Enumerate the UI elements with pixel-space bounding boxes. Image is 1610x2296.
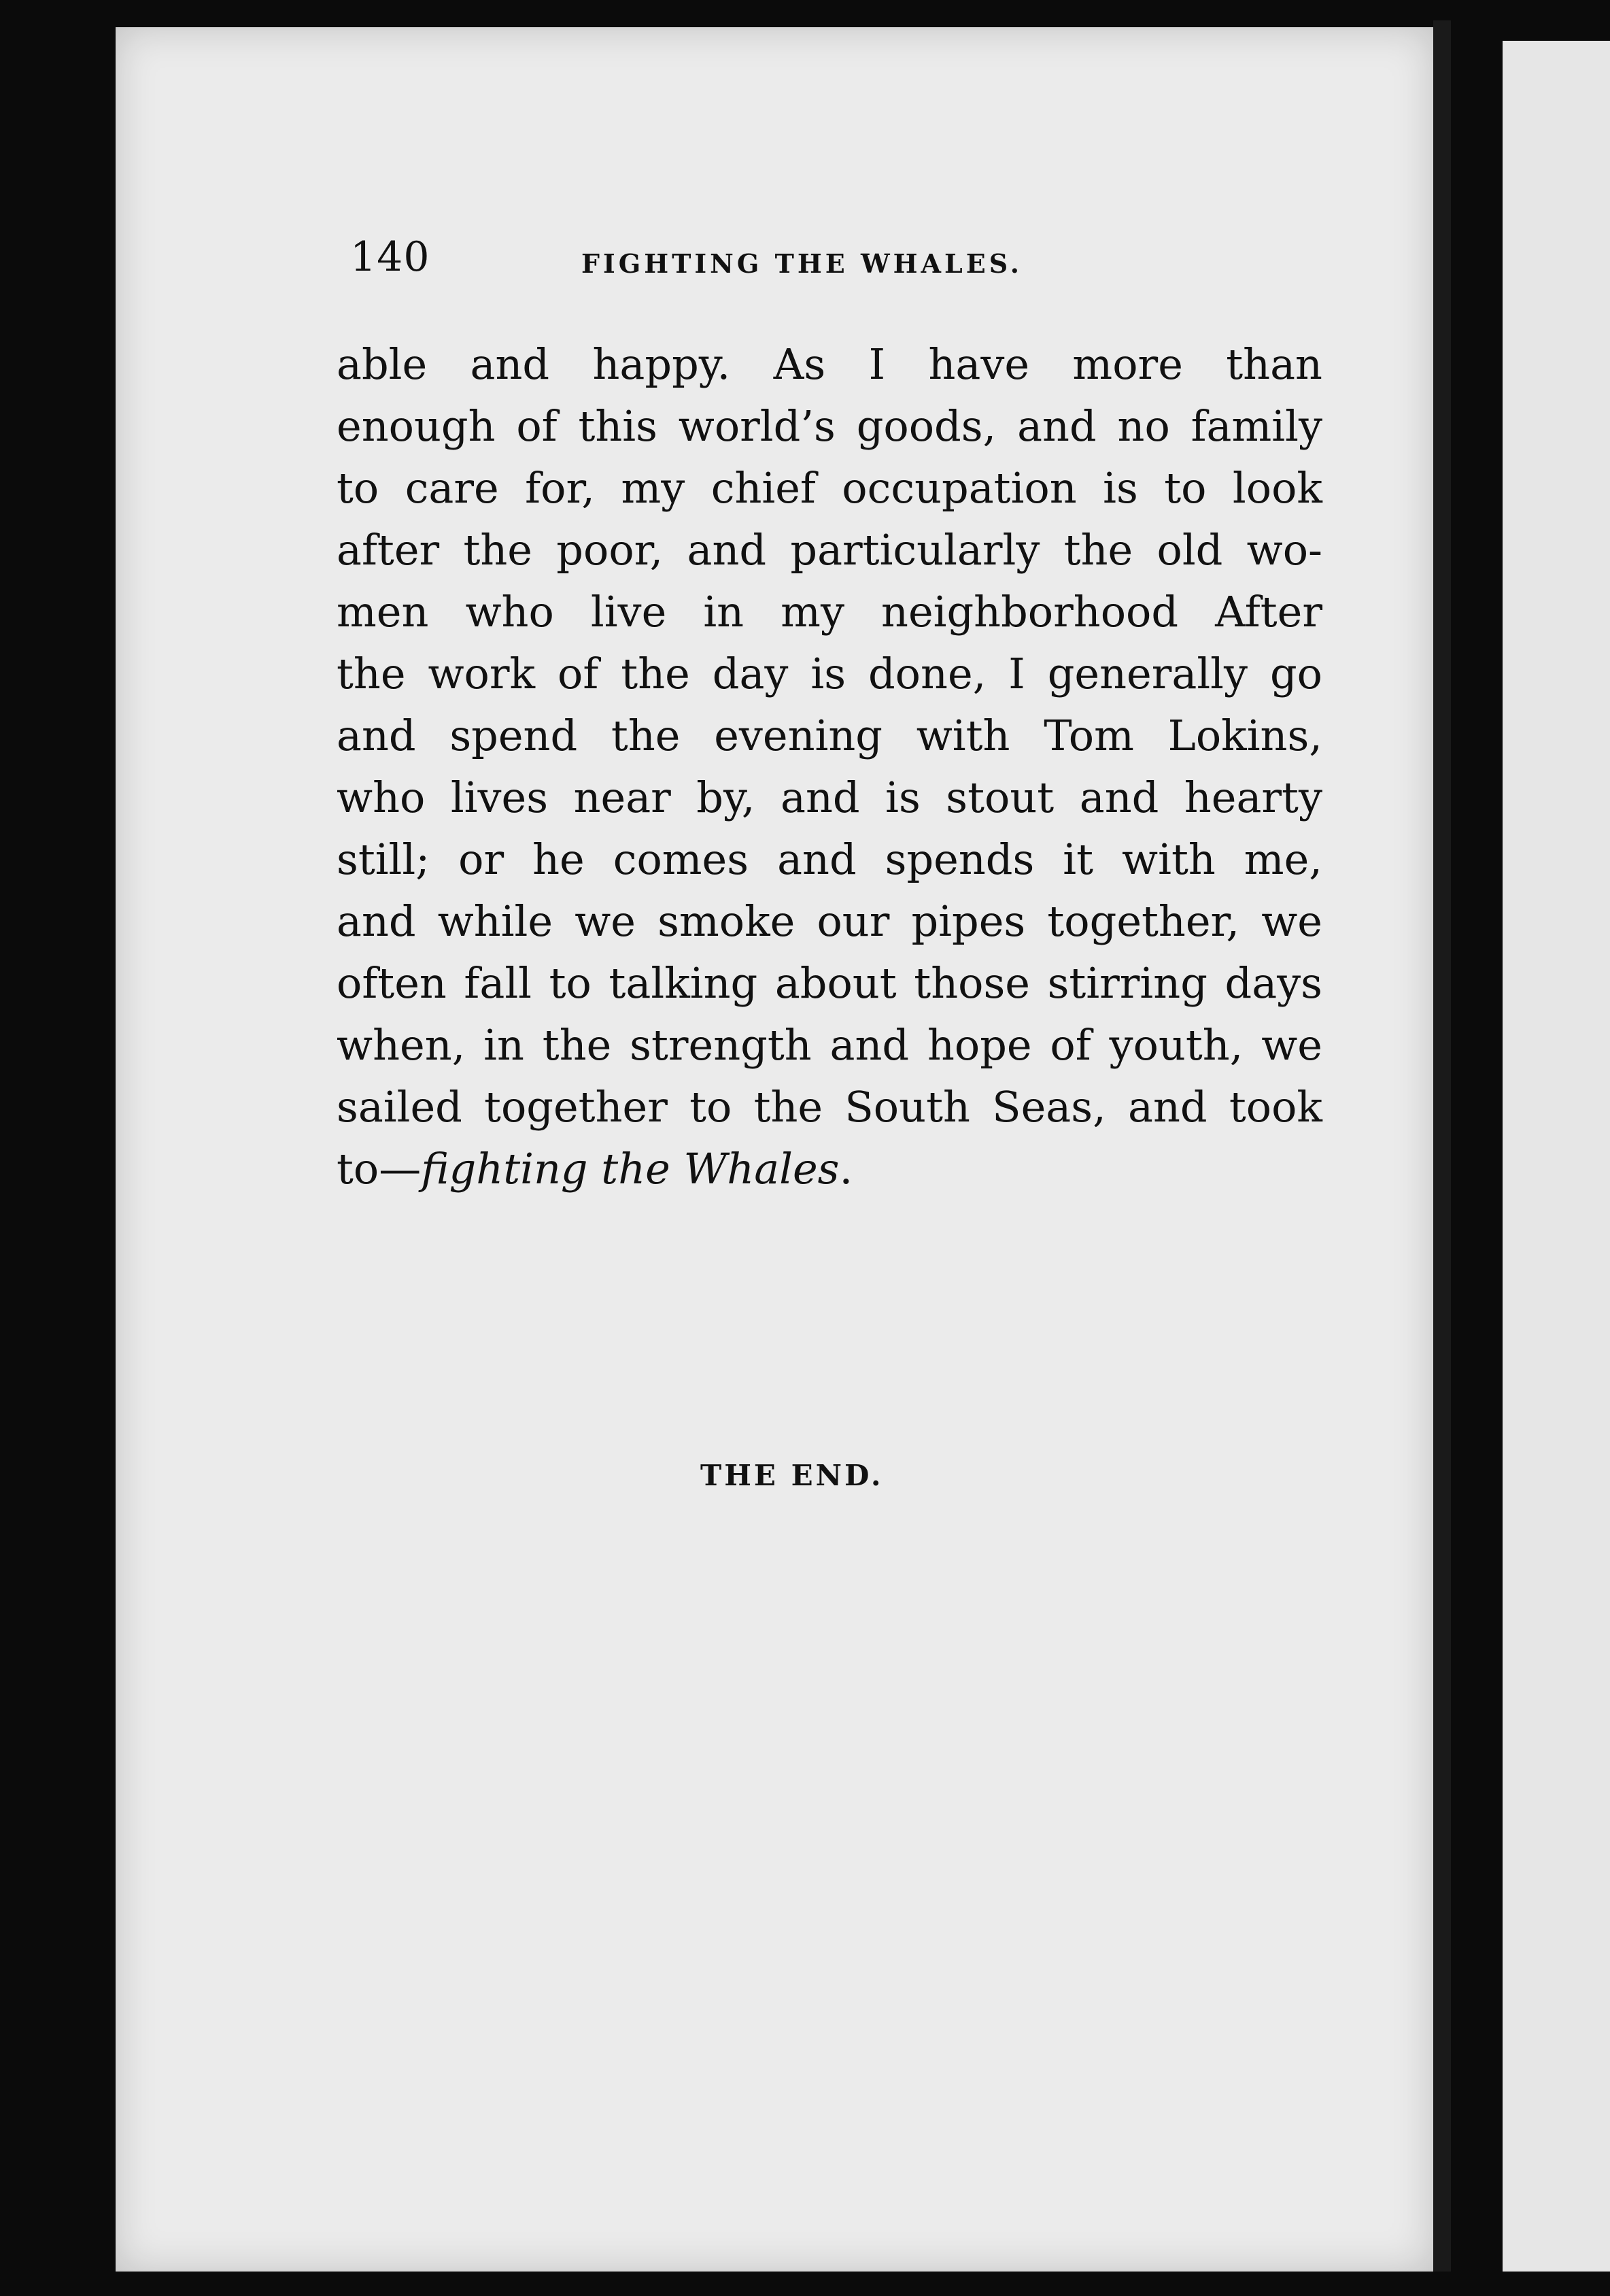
text-line: men who live in my neighborhood After <box>337 587 1322 637</box>
text-line: the work of the day is done, I generally go <box>337 649 1322 698</box>
page-number: 140 <box>350 233 430 281</box>
text-line: and spend the evening with Tom Lokins, <box>337 711 1322 760</box>
final-line-prefix: to— <box>337 1144 422 1194</box>
text-line: to care for, my chief occupation is to look <box>337 463 1322 513</box>
final-text-line <box>337 1138 1322 1200</box>
final-line-italic: fighting the Whales <box>421 1144 840 1194</box>
text-line: still; or he comes and spends it with me, <box>337 834 1322 884</box>
text-line: able and happy. As I have more than <box>337 339 1322 389</box>
page-gutter <box>1433 20 1451 2272</box>
text-line: often fall to talking about those stirring days <box>337 958 1322 1008</box>
text-line: and while we smoke our pipes together, we <box>337 896 1322 946</box>
final-line-suffix: . <box>839 1144 853 1194</box>
text-line: enough of this world’s goods, and no family <box>337 401 1322 451</box>
text-line: when, in the strength and hope of youth, we <box>337 1020 1322 1070</box>
the-end-label: THE END. <box>700 1459 884 1492</box>
text-line: after the poor, and particularly the old wo- <box>337 525 1322 575</box>
adjacent-page-edge <box>1503 41 1610 2272</box>
text-line: who lives near by, and is stout and hearty <box>337 773 1322 822</box>
body-text <box>337 333 1322 1200</box>
text-line: sailed together to the South Seas, and took <box>337 1082 1322 1132</box>
running-head <box>350 228 1316 296</box>
running-title: FIGHTING THE WHALES. <box>581 248 1023 279</box>
